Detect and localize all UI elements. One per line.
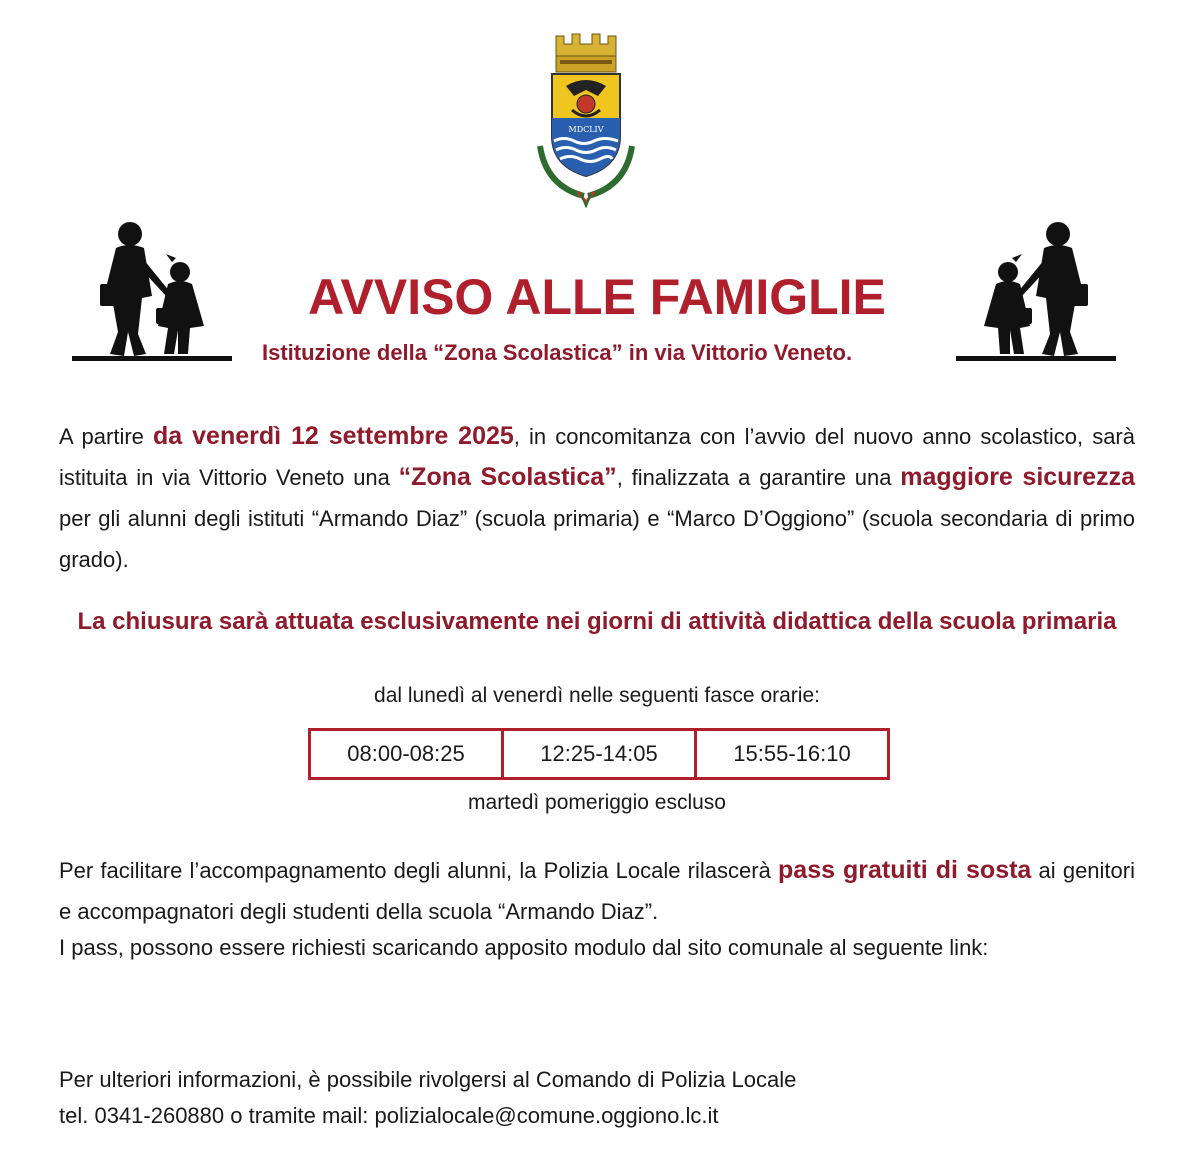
notice-title: AVVISO ALLE FAMIGLIE [308, 269, 886, 325]
closure-note: martedì pomeriggio escluso [468, 791, 726, 814]
intro-text-4: per gli alunni degli istituti “Armando Diaz” (scuola primaria) e “Marco D’Oggiono” (scuola secondaria di primo grado). [59, 506, 1135, 572]
intro-text-2: , in concomitanza con l’avvio del nuovo anno scolastico, sarà istituita in via Vittorio Veneto una [59, 424, 1135, 490]
intro-paragraph [59, 416, 1135, 580]
municipal-crest-logo [526, 26, 646, 208]
school-zone-highlight: “Zona Scolastica” [398, 463, 617, 491]
free-pass-highlight: pass gratuiti di sosta [778, 856, 1032, 884]
intro-text-1: A partire [59, 424, 154, 449]
time-slot-cell: 08:00-08:25 [347, 741, 465, 766]
contact-phone-email: tel. 0341-260880 o tramite mail: polizialocale@comune.oggiono.lc.it [59, 1103, 719, 1128]
pass-text-1: Per facilitare l’accompagnamento degli alunni, la Polizia Locale rilascerà [59, 858, 779, 883]
time-slot-cell: 12:25-14:05 [501, 731, 694, 777]
pass-text-2: ai genitori e accompagnatori degli studenti della scuola “Armando Diaz”. [59, 858, 1135, 924]
crest-motto: MDCLIV [568, 125, 604, 134]
contact-info-line: Per ulteriori informazioni, è possibile rivolgersi al Comando di Polizia Locale [59, 1067, 797, 1092]
pass-paragraph [59, 850, 1135, 932]
closure-heading: La chiusura sarà attuata esclusivamente nei giorni di attività didattica della scuola primaria [77, 608, 1117, 635]
start-date-highlight: da venerdì 12 settembre 2025 [153, 422, 514, 450]
intro-text-3: , finalizzata a garantire una [616, 465, 901, 490]
notice-subtitle: Istituzione della “Zona Scolastica” in via Vittorio Veneto. [262, 340, 853, 365]
safety-highlight: maggiore sicurezza [900, 463, 1135, 491]
time-slot-cell: 15:55-16:10 [694, 731, 887, 777]
pass-request-paragraph: I pass, possono essere richiesti scaricando apposito modulo dal sito comunale al seguente link: [59, 935, 989, 960]
closure-days: dal lunedì al venerdì nelle seguenti fasce orarie: [374, 684, 820, 707]
time-slots-table [308, 728, 890, 780]
